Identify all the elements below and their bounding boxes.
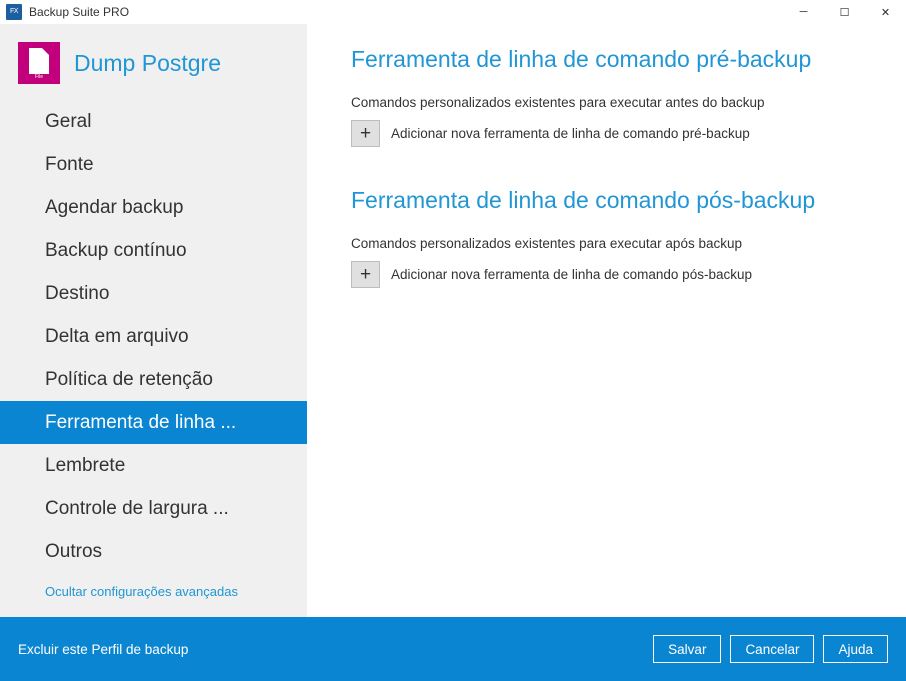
app-logo-icon: FX [6,4,22,20]
close-icon: ✕ [880,6,891,19]
delete-profile-link[interactable]: Excluir este Perfil de backup [18,641,189,657]
maximize-button[interactable] [824,0,865,24]
window-controls [783,0,906,24]
section-description: Comandos personalizados existentes para executar antes do backup [351,95,765,110]
file-icon [18,42,60,84]
minimize-icon: ─ [799,6,808,18]
sidebar-item-geral[interactable] [0,100,307,143]
sidebar-item-label: Geral [45,110,92,132]
sidebar-item-label: Política de retenção [45,368,213,390]
sidebar-item-label: Backup contínuo [45,239,187,261]
sidebar-item-backup-continuo[interactable] [0,229,307,272]
footer-bar [0,617,906,681]
sidebar-item-label: Controle de largura ... [45,497,229,519]
sidebar-item-label: Agendar backup [45,196,184,218]
help-button[interactable]: Ajuda [823,635,888,663]
sidebar-item-label: Fonte [45,153,94,175]
sidebar-item-destino[interactable] [0,272,307,315]
sidebar-item-delta-em-arquivo[interactable] [0,315,307,358]
section-title: Ferramenta de linha de comando pré-backup [351,46,812,72]
profile-name: Dump Postgre [74,49,222,76]
sidebar [0,24,307,617]
window-title: Backup Suite PRO [29,5,130,19]
section-description: Comandos personalizados existentes para executar após backup [351,236,742,251]
sidebar-item-lembrete[interactable] [0,444,307,487]
sidebar-item-label: Destino [45,282,110,304]
add-post-backup-row[interactable] [351,261,878,288]
toggle-advanced-settings-link[interactable]: Ocultar configurações avançadas [45,584,238,599]
section-title: Ferramenta de linha de comando pós-backup [351,187,816,213]
content-area [0,24,906,617]
minimize-button[interactable] [783,0,824,24]
footer-actions [653,635,888,663]
sidebar-item-politica-de-retencao[interactable] [0,358,307,401]
add-pre-backup-row[interactable] [351,120,878,147]
main-pane [307,24,906,617]
sidebar-item-agendar-backup[interactable] [0,186,307,229]
maximize-icon: ☐ [839,6,850,19]
sidebar-item-label: Ferramenta de linha ... [45,411,237,433]
sidebar-item-outros[interactable] [0,530,307,573]
post-backup-section [351,187,878,288]
cancel-button[interactable]: Cancelar [730,635,814,663]
close-button[interactable] [865,0,906,24]
sidebar-item-fonte[interactable] [0,143,307,186]
file-icon-label: File [34,74,44,80]
add-post-backup-label: Adicionar nova ferramenta de linha de comando pós-backup [391,267,752,282]
sidebar-nav [0,100,307,573]
add-pre-backup-label: Adicionar nova ferramenta de linha de comando pré-backup [391,126,750,141]
sidebar-item-controle-de-largura[interactable] [0,487,307,530]
plus-icon[interactable]: + [351,261,380,288]
plus-icon[interactable]: + [351,120,380,147]
sidebar-item-label: Delta em arquivo [45,325,189,347]
sidebar-item-label: Lembrete [45,454,126,476]
file-icon-fold [42,48,49,55]
pre-backup-section [351,46,878,147]
profile-header [0,24,307,94]
save-button[interactable]: Salvar [653,635,721,663]
sidebar-item-label: Outros [45,540,103,562]
title-bar [0,0,906,24]
sidebar-item-ferramenta-de-linha[interactable] [0,401,307,444]
